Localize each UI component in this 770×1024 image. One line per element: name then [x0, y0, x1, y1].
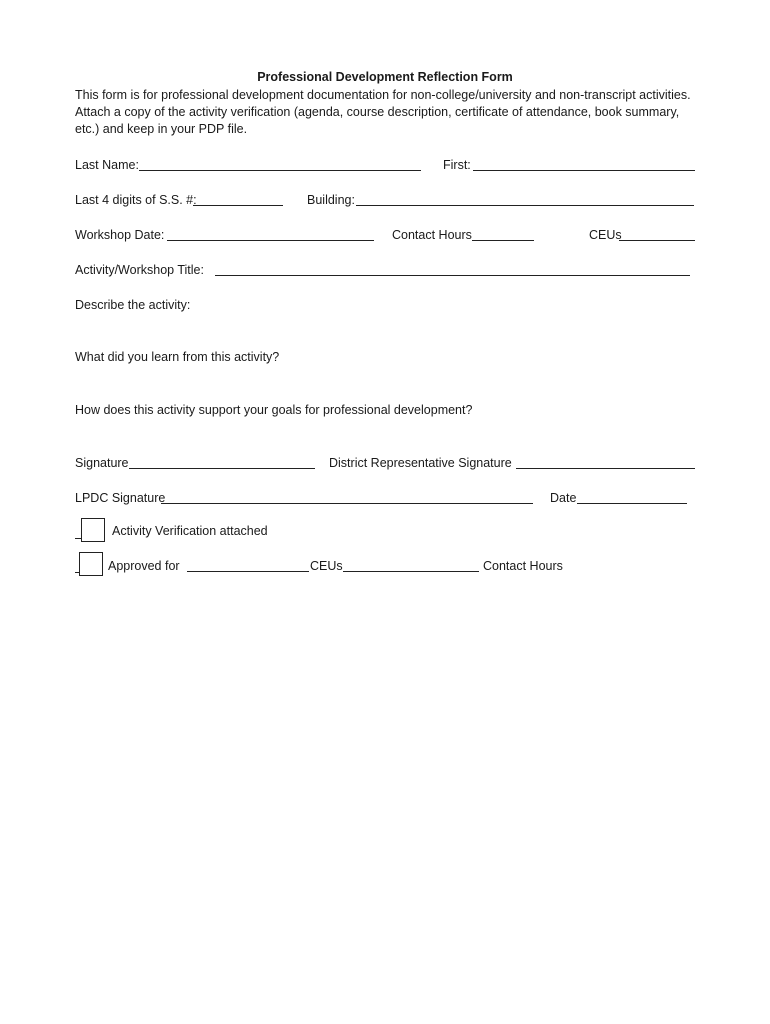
verification-label: Activity Verification attached	[112, 524, 268, 538]
first-name-label: First:	[443, 158, 471, 172]
approved-checkbox[interactable]	[79, 552, 103, 576]
activity-title-field[interactable]	[215, 263, 690, 279]
approved-ceus-label: CEUs	[310, 559, 343, 573]
form-intro: This form is for professional development documentation for non-college/university and non-transcript activities. Attach a copy of the activity verification (agenda, course description, certificate of attendance, book summary, etc.) and keep in your PDP file.	[75, 88, 691, 136]
approved-row	[75, 552, 695, 576]
signature-row	[75, 456, 695, 474]
contact-hours-field[interactable]	[472, 228, 534, 244]
name-row	[75, 158, 695, 176]
goals-row	[75, 403, 695, 421]
building-label: Building:	[307, 193, 355, 207]
verification-row	[75, 518, 695, 542]
form-page	[75, 70, 695, 138]
signature-label: Signature	[75, 456, 129, 470]
ceus-label: CEUs	[589, 228, 622, 242]
approved-hours-label: Contact Hours	[483, 559, 563, 573]
date-label: Date	[550, 491, 577, 505]
lpdc-signature-label: LPDC Signature	[75, 491, 166, 505]
learn-label: What did you learn from this activity?	[75, 350, 280, 364]
ceus-field[interactable]	[619, 228, 695, 244]
date-field[interactable]	[577, 491, 687, 507]
last-name-label: Last Name:	[75, 158, 139, 172]
ss-label: Last 4 digits of S.S. #:	[75, 193, 197, 207]
approved-hours-field[interactable]	[343, 559, 479, 575]
workshop-date-label: Workshop Date:	[75, 228, 165, 242]
district-signature-field[interactable]	[516, 456, 695, 472]
approved-label: Approved for	[108, 559, 180, 573]
first-name-field[interactable]	[473, 158, 695, 174]
signature-field[interactable]	[129, 456, 315, 472]
form-title: Professional Development Reflection Form	[257, 70, 513, 84]
describe-label: Describe the activity:	[75, 298, 191, 312]
learn-row	[75, 350, 695, 368]
lpdc-row	[75, 491, 695, 509]
goals-label: How does this activity support your goals for professional development?	[75, 403, 473, 417]
district-signature-label: District Representative Signature	[329, 456, 512, 470]
last-name-field[interactable]	[139, 158, 421, 174]
workshop-date-field[interactable]	[167, 228, 374, 244]
lpdc-signature-field[interactable]	[161, 491, 533, 507]
activity-title-label: Activity/Workshop Title:	[75, 263, 204, 277]
workshop-row	[75, 228, 695, 246]
building-field[interactable]	[356, 193, 694, 209]
ss-building-row	[75, 193, 695, 211]
ss-field[interactable]	[193, 193, 283, 209]
describe-row	[75, 298, 695, 316]
contact-hours-label: Contact Hours	[392, 228, 472, 242]
activity-title-row	[75, 263, 695, 281]
verification-checkbox[interactable]	[81, 518, 105, 542]
approved-ceus-field[interactable]	[187, 559, 309, 575]
